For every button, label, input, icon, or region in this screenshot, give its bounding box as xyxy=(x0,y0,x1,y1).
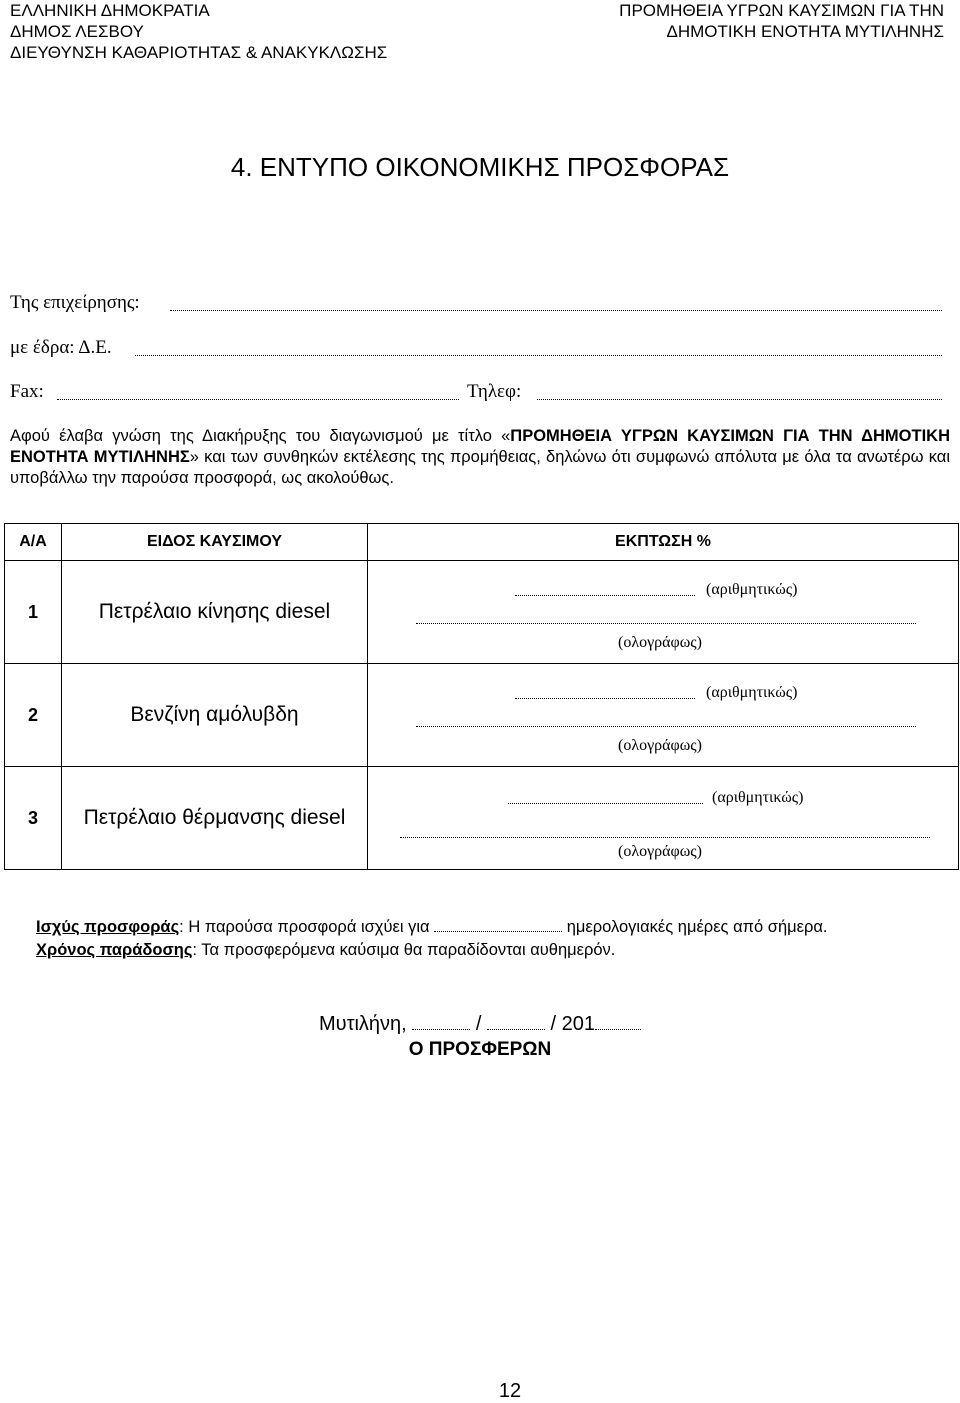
delivery-line xyxy=(36,940,615,961)
header-left xyxy=(10,0,387,63)
validity-text-pre: : Η παρούσα προσφορά ισχύει για xyxy=(179,918,435,936)
delivery-text: : Τα προσφερόμενα καύσιμα θα παραδίδονται αυθημερόν. xyxy=(192,941,616,959)
fax-field-line[interactable] xyxy=(57,385,459,400)
numeric-label: (αριθμητικώς) xyxy=(706,684,798,701)
table-row xyxy=(5,561,959,664)
row-fuel: Πετρέλαιο θέρμανσης diesel xyxy=(62,767,368,870)
numeric-label: (αριθμητικώς) xyxy=(706,581,798,598)
date-year-line[interactable] xyxy=(595,1017,641,1030)
row-discount-cell xyxy=(368,664,959,767)
header-project-line2: ΔΗΜΟΤΙΚΗ ΕΝΟΤΗΤΑ ΜΥΤΙΛΗΝΗΣ xyxy=(666,22,944,41)
phone-field-line[interactable] xyxy=(537,385,942,400)
header-aa: Α/Α xyxy=(5,524,62,561)
declaration-text-1: Αφού έλαβα γνώση της Διακήρυξης του διαγωνισμού με τίτλο « xyxy=(10,427,511,445)
header-country: ΕΛΛΗΝΙΚΗ ΔΗΜΟΚΡΑΤΙΑ xyxy=(10,1,210,20)
row-fuel: Βενζίνη αμόλυβδη xyxy=(62,664,368,767)
date-separator-1: / xyxy=(470,1013,487,1035)
validity-text-post: ημερολογιακές ημέρες από σήμερα. xyxy=(562,918,828,936)
row-fuel: Πετρέλαιο κίνησης diesel xyxy=(62,561,368,664)
row-discount-cell xyxy=(368,767,959,870)
row-number: 3 xyxy=(5,767,62,870)
signature-place: Μυτιλήνη, xyxy=(318,1013,413,1035)
phone-field-label: Τηλεφ: xyxy=(467,381,522,402)
signature-role: Ο ΠΡΟΣΦΕΡΩΝ xyxy=(408,1039,552,1060)
date-day-line[interactable] xyxy=(412,1017,470,1030)
discount-numeric-line[interactable] xyxy=(515,684,695,699)
page-number: 12 xyxy=(498,1380,522,1402)
offer-table xyxy=(4,523,959,870)
declaration-text-2: » και των συνθηκών εκτέλεσης της προμήθειας, δηλώνω ότι συμφωνώ απόλυτα με όλα τα ανωτέρω και υποβάλλω την παρούσα προσφορά, ως ακολούθως. xyxy=(10,448,951,487)
validity-days-line[interactable] xyxy=(434,917,562,932)
delivery-label: Χρόνος παράδοσης xyxy=(36,941,193,959)
row-number: 1 xyxy=(5,561,62,664)
words-label: (ολογράφως) xyxy=(618,843,702,860)
discount-words-line[interactable] xyxy=(400,823,930,838)
declaration-paragraph xyxy=(10,426,950,489)
header-municipality: ΔΗΜΟΣ ΛΕΣΒΟΥ xyxy=(10,22,144,41)
discount-words-line[interactable] xyxy=(416,609,916,624)
header-right xyxy=(619,0,944,42)
seat-field-label: με έδρα: Δ.Ε. xyxy=(10,337,112,358)
header-discount: ΕΚΠΤΩΣΗ % xyxy=(368,524,959,561)
business-field-line[interactable] xyxy=(170,296,942,311)
table-row xyxy=(5,767,959,870)
row-discount-cell xyxy=(368,561,959,664)
date-separator-2: / 201 xyxy=(544,1013,596,1035)
words-label: (ολογράφως) xyxy=(618,634,702,651)
fax-field-label: Fax: xyxy=(10,381,44,402)
declaration-title-bold: ΠΡΟΜΗΘΕΙΑ ΥΓΡΩΝ ΚΑΥΣΙΜΩΝ ΓΙΑ ΤΗΝ ΔΗΜΟΤΙΚΗ ΕΝΟΤΗΤΑ ΜΥΤΙΛΗΝΗΣ xyxy=(10,427,951,466)
validity-line xyxy=(36,917,828,938)
business-field-label: Της επιχείρησης: xyxy=(10,292,140,313)
discount-numeric-line[interactable] xyxy=(515,581,695,596)
row-number: 2 xyxy=(5,664,62,767)
page-title: 4. ΕΝΤΥΠΟ ΟΙΚΟΝΟΜΙΚΗΣ ΠΡΟΣΦΟΡΑΣ xyxy=(230,152,730,182)
header-department: ΔΙΕΥΘΥΝΣΗ ΚΑΘΑΡΙΟΤΗΤΑΣ & ΑΝΑΚΥΚΛΩΣΗΣ xyxy=(10,43,388,62)
validity-label: Ισχύς προσφοράς xyxy=(36,918,180,936)
discount-numeric-line[interactable] xyxy=(508,789,703,804)
seat-field-line[interactable] xyxy=(135,341,942,356)
discount-words-line[interactable] xyxy=(416,712,916,727)
numeric-label: (αριθμητικώς) xyxy=(712,789,804,806)
header-fuel-type: ΕΙΔΟΣ ΚΑΥΣΙΜΟΥ xyxy=(62,524,368,561)
header-project-line1: ΠΡΟΜΗΘΕΙΑ ΥΓΡΩΝ ΚΑΥΣΙΜΩΝ ΓΙΑ ΤΗΝ xyxy=(619,1,944,20)
words-label: (ολογράφως) xyxy=(618,737,702,754)
table-row xyxy=(5,664,959,767)
signature-date-line xyxy=(0,1013,960,1036)
date-month-line[interactable] xyxy=(487,1017,545,1030)
table-header-row xyxy=(5,524,959,561)
